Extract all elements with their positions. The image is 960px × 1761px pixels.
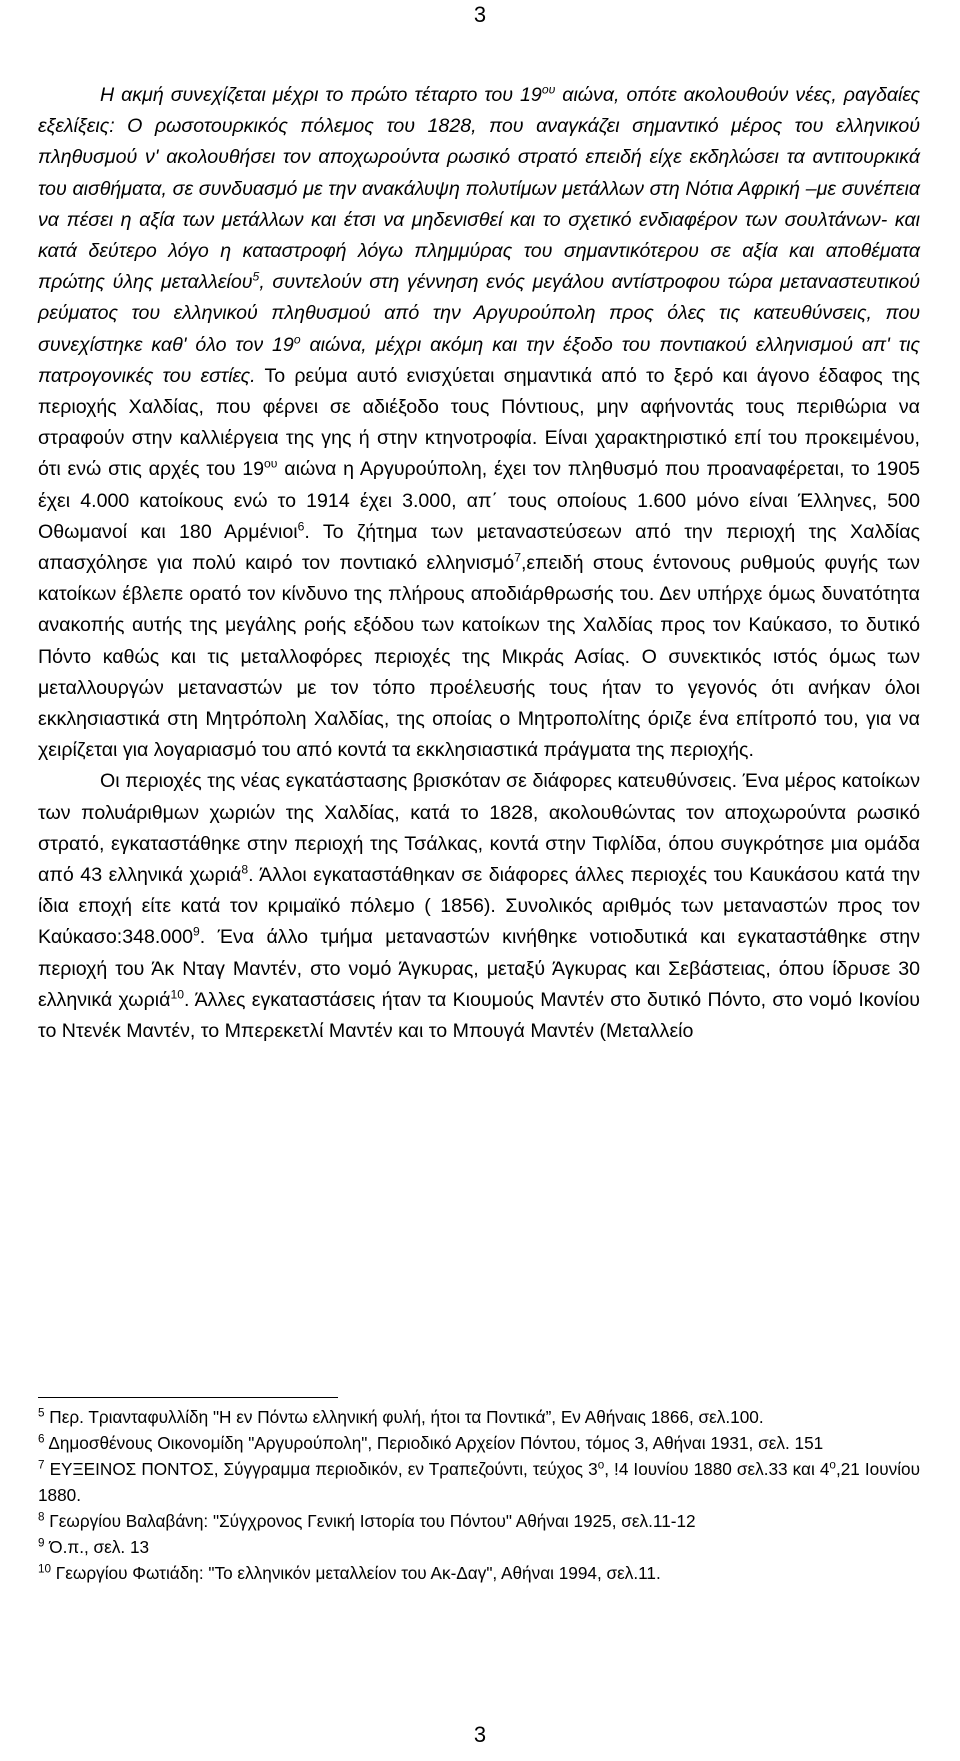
superscript: ο bbox=[829, 1458, 836, 1472]
text-run: αιώνα, οπότε ακολουθούν νέες, ραγδαίες εξελίξεις: Ο ρωσοτουρκικός πόλεμος του 1828, που αναγκάζει σημαντικό μέρος του ελληνικού πληθυσμού ν' ακολουθήσει τον αποχωρούντα ρωσικό στρατό επειδή είχε εκδηλώσει τα αντιτουρκικά του αισθήματα, σε συνδυασμό με την ανακάλυψη πολυτίμων μετάλλων στη Νότια Αφρική –με συνέπεια να πέσει η αξία των μετάλλων και έτσι να μηδενισθεί και το σχετικό ενδιαφέρον των σουλτάνων- και κατά δεύτερο λόγο η καταστροφή λόγω πλημμύρας του σημαντικότερου σε αξία και αποθέματα πρώτης ύλης μεταλλείου bbox=[38, 84, 921, 294]
footnote-10 bbox=[38, 1560, 920, 1586]
footnote-text: Ό.π., σελ. 13 bbox=[44, 1537, 150, 1557]
page-number-top: 3 bbox=[473, 2, 487, 27]
text-run: Το ρεύμα αυτό ενισχύεται σημαντικά από το ξερό και άγονο έδαφος της περιοχής Χαλδίας, που φέρνει σε αδιέξοδο τους Πόντιους, μην αφήνοντάς τους περιθώρια να στραφούν στην καλλιέργεια της γης ή στην κτηνοτροφία. Είναι χαρακτηριστικό επί του προκειμένου, ότι ενώ στις αρχές του 19 bbox=[38, 364, 920, 481]
footnote-number: 10 bbox=[38, 1562, 52, 1576]
footnote-number: 6 bbox=[38, 1432, 45, 1446]
footnote-7 bbox=[38, 1456, 920, 1508]
footnote-text: Γεωργίου Φωτιάδη: "Το ελληνικόν μεταλλείον του Ακ-Δαγ", Αθήναι 1994, σελ.11. bbox=[51, 1563, 661, 1583]
footnote-text: ΕΥΞΕΙΝΟΣ ΠΟΝΤΟΣ, Σύγγραμμα περιοδικόν, εν Τραπεζούντι, τεύχος 3 bbox=[44, 1459, 598, 1479]
footnote-5 bbox=[38, 1404, 920, 1430]
footnote-separator bbox=[38, 1397, 338, 1398]
text-run: ,επειδή στους έντονους ρυθμούς φυγής των κατοίκων έβλεπε ορατό τον κίνδυνο της πλήρους αποδιάρθρωσής του. Δεν υπήρχε όμως δυνατότητα ανακοπής αυτής της μεγάλης ροής εξόδου των κατοίκων της Χαλδίας προς τον Καύκασο, το δυτικό Πόντο καθώς και τις μεταλλοφόρες περιοχές της Μικράς Ασίας. Ο συνεκτικός ιστός όμως των μεταλλουργών μεταναστών με τον τόπο προέλευσής τους ήταν το γεγονός ότι ανήκαν όλοι εκκλησιαστικά στη Μητρόπολη Χαλδίας, της οποίας ο Μητροπολίτης όριζε ένα επίτροπό του, για να χειρίζεται για λογαριασμό του από κοντά τα εκκλησιαστικά πράγματα της περιοχής. bbox=[38, 552, 920, 762]
footnote-number: 5 bbox=[38, 1406, 45, 1420]
footnote-8 bbox=[38, 1508, 920, 1534]
text-run: , συντελούν στη γέννηση ενός μεγάλου αντίστροφου τώρα μεταναστευτικού ρεύματος του ελληνικού πληθυσμού από την Αργυρούπολη προς όλες τις κατευθύνσεις, που συνεχίστηκε καθ' όλο τον 19 bbox=[38, 271, 920, 356]
text-run: . Άλλες εγκαταστάσεις ήταν τα Κιουμούς Μαντέν στο δυτικό Πόντο, στο νομό Ικονίου το Ντενέκ Μαντέν, το Μπερεκετλί Μαντέν και το Μπουγά Μαντέν (Μεταλλείο bbox=[38, 988, 920, 1043]
footnote-6 bbox=[38, 1430, 920, 1456]
text-run: αιώνα η Αργυρούπολη, έχει τον πληθυσμό που προαναφέρεται, το 1905 έχει 4.000 κατοίκους ενώ το 1914 έχει 3.000, απ΄ τους οποίους 1.600 μόνο είναι Έλληνες, 500 Οθωμανοί και 180 Αρμένιοι bbox=[38, 458, 920, 543]
superscript: ο bbox=[293, 332, 301, 347]
footnote-ref-7: 7 bbox=[514, 550, 521, 565]
text-run: Η ακμή συνεχίζεται μέχρι το πρώτο τέταρτο του 19 bbox=[100, 84, 542, 106]
footnote-text: , !4 Ιουνίου 1880 σελ.33 και 4 bbox=[604, 1459, 830, 1479]
footnote-ref-9: 9 bbox=[193, 924, 200, 939]
text-run: . Άλλοι εγκαταστάθηκαν σε διάφορες άλλες περιοχές του Καυκάσου κατά την ίδια εποχή είτε κατά τον κριμαϊκό πόλεμο ( 1856). Συνολικός αριθμός των μεταναστών προς τον Καύκασο:348.000 bbox=[38, 864, 920, 949]
footnote-number: 9 bbox=[38, 1536, 45, 1550]
footnote-text: ,21 Ιουνίου 1880. bbox=[38, 1459, 920, 1505]
page-number-bottom: 3 bbox=[473, 1722, 487, 1747]
footnote-ref-5: 5 bbox=[252, 269, 260, 284]
superscript: ου bbox=[541, 82, 556, 97]
footnote-text: Δημοσθένους Οικονομίδη "Αργυρούπολη", Περιοδικό Αρχείον Πόντου, τόμος 3, Αθήναι 1931, σελ. 151 bbox=[44, 1433, 824, 1453]
footnote-ref-8: 8 bbox=[241, 862, 249, 877]
footnote-text: Περ. Τριανταφυλλίδη "Η εν Πόντω ελληνική φυλή, ήτοι τα Ποντικά”, Εν Αθήναις 1866, σελ.100. bbox=[44, 1407, 764, 1427]
text-run: αιώνα, μέχρι ακόμη και την έξοδο του ποντιακού ελληνισμού απ' τις πατρογονικές του εστίες. bbox=[38, 333, 920, 387]
footnote-number: 8 bbox=[38, 1510, 45, 1524]
text-run: Οι περιοχές της νέας εγκατάστασης βρισκόταν σε διάφορες κατευθύνσεις. Ένα μέρος κατοίκων των πολυάριθμων χωριών της Χαλδίας, κατά το 1828, ακολουθώντας τον αποχωρούντα ρωσικό στρατό, εγκαταστάθηκε στην περιοχή της Τσάλκας, κοντά στην Τιφλίδα, όπου συγκρότησε μια ομάδα από 43 ελληνικά χωριά bbox=[38, 770, 920, 887]
text-run: . Το ζήτημα των μεταναστεύσεων από την περιοχή της Χαλδίας απασχόλησε για πολύ καιρό τον ποντιακό ελληνισμό bbox=[38, 520, 920, 575]
body-text bbox=[38, 80, 920, 1047]
footnote-number: 7 bbox=[38, 1458, 45, 1472]
text-run: . Ένα άλλο τμήμα μεταναστών κινήθηκε νοτιοδυτικά και εγκαταστάθηκε στην περιοχή του Άκ Νταγ Μαντέν, στο νομό Άγκυρας, μεταξύ Άγκυρας και Σεβάστειας, όπου ίδρυσε 30 ελληνικά χωριά bbox=[38, 926, 920, 1011]
footnote-text: Γεωργίου Βαλαβάνη: "Σύγχρονος Γενική Ιστορία του Πόντου" Αθήναι 1925, σελ.11-12 bbox=[44, 1511, 696, 1531]
paragraph-1 bbox=[38, 80, 920, 766]
paragraph-2 bbox=[38, 766, 920, 1047]
superscript: ο bbox=[597, 1458, 605, 1472]
superscript: ου bbox=[264, 456, 278, 471]
footnote-ref-10: 10 bbox=[170, 987, 184, 1002]
footnotes bbox=[38, 1404, 920, 1586]
footnote-9 bbox=[38, 1534, 920, 1560]
footnote-ref-6: 6 bbox=[297, 519, 305, 534]
